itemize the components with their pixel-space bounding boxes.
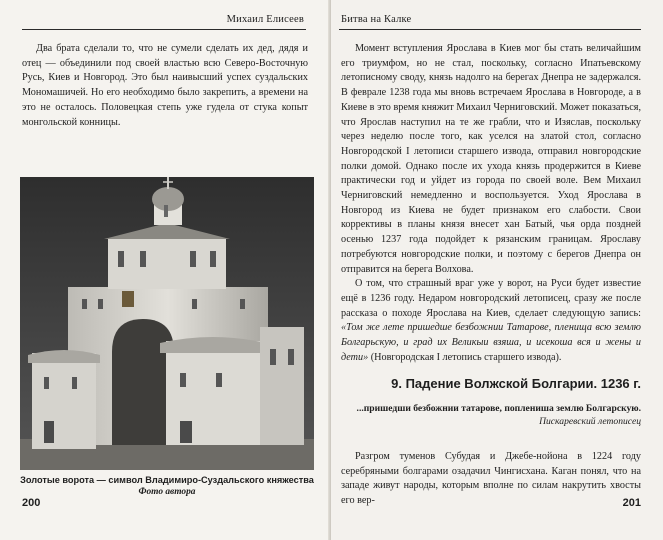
header-rule-right [339, 29, 641, 30]
page-number-right: 201 [622, 497, 641, 509]
golden-gate-illustration [20, 177, 314, 470]
photo-credit: Фото автора [138, 487, 196, 497]
right-page [331, 0, 663, 540]
right-paragraph-2 [341, 277, 641, 365]
running-head-right: Битва на Калке [341, 14, 412, 25]
photo-caption [20, 474, 314, 498]
epigraph-text: ...пришедши безбожнии татарове, поплениша землю Болгарскую. [356, 403, 641, 414]
page-number-left: 200 [22, 497, 41, 509]
chronicle-quote: «Том же лете пришедше безбожнии Татарове, пленища всю землю Болгарьскую, и град их Великыи взяша, и исекоша вся и жены и дети» [341, 322, 641, 363]
left-body-text [22, 42, 308, 130]
right-paragraph-3: Разгром туменов Субудая и Джебе-нойона в 1224 году серебряными болгарами озадачил Чингисхана. Каган понял, что на западе живут народы, которым вполне по силам накрутить хвосты его вер- [341, 451, 641, 507]
epigraph-source: Пискаревский летописец [539, 415, 641, 427]
running-head-left: Михаил Елисеев [226, 14, 304, 25]
right-paragraph-1: Момент вступления Ярослава в Киев мог бы стать величайшим его триумфом, но не стал, поскольку, согласно Ипатьевскому летописному своду, князь надолго на берегах Днепра не задержался. В феврале 1238 года мы вновь встречаем Ярослава в Новгороде, а в Киеве в это время княжит Михаил Черниговский. Может показаться, что Ярослав наступил на те же грабли, что и Изяслав, поскольку через неделю после того, как уселся на златой стол, согласно Новгородской I летописи старшего извода, отправил новгородские полки домой. Однако после их ухода князь продержится в Киеве практически год и уйдет из города по своей воле. Вем Михаил Черниговский немедленно и воспользуется. Уход Ярослава в Новгород из Киева не будет признаком его слабости. Свои коррективы в планы князя внесет хан Батый, чья орда поздней осенью 1237 года подойдет к рязанским границам. Ярославу потребуются новгородские полки, и поэтому с берегов Днепра он отправится на берега Волхова. [341, 43, 641, 275]
right-body-text-2 [341, 450, 641, 509]
paragraph-2-end: (Новгородская I летопись старшего извода). [368, 351, 562, 363]
left-page [0, 0, 330, 540]
photo-caption-title: Золотые ворота — символ Владимиро-Суздальского княжества [20, 475, 314, 485]
header-rule-left [22, 29, 306, 30]
right-body-text [341, 42, 641, 365]
paragraph-2-start: О том, что страшный враг уже у ворот, на Руси будет известие ещё в 1236 году. Недаром новгородский летописец, сразу же после рассказа о походе Ярослава на Киев, сделает следующую запись: [341, 278, 641, 319]
left-paragraph: Два брата сделали то, что не сумели сделать их дед, дядя и отец — объединили под своей властью всю Северо-Восточную Русь, Киев и Новгород. Это был наивысший успех суздальских Мономашичей. Но его необходимо было закрепить, а времени на это не осталось. Половецкая степь уже гудела от стука копыт монгольской конницы. [22, 43, 308, 128]
golden-gate-photo [20, 177, 314, 470]
epigraph [341, 403, 641, 428]
section-heading: 9. Падение Волжской Болгарии. 1236 г. [391, 376, 641, 391]
